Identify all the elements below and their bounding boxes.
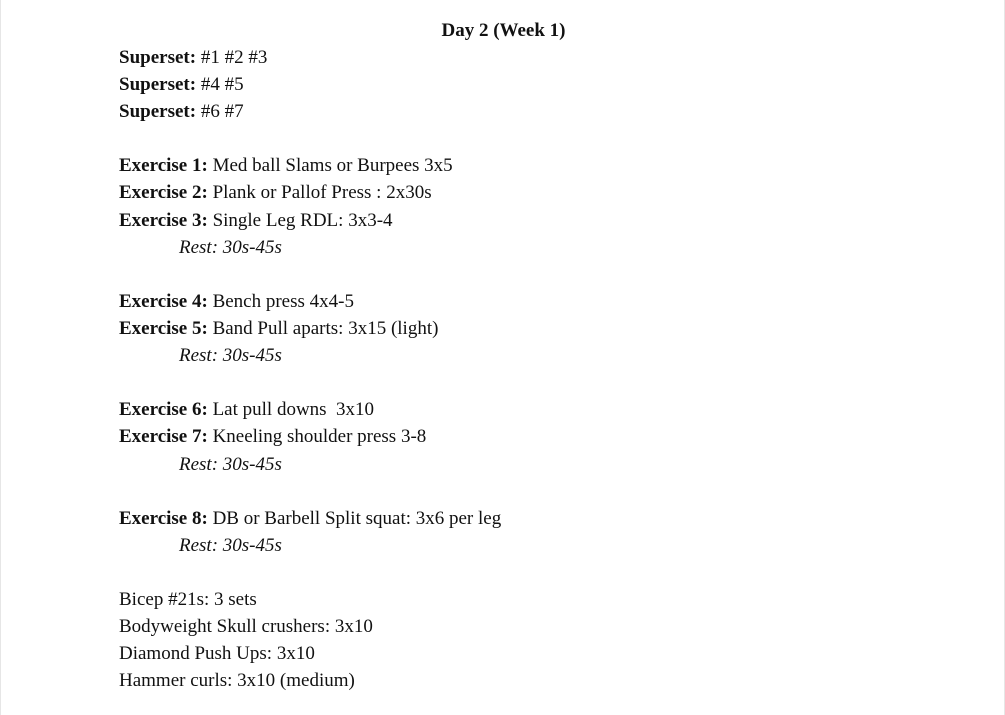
- exercise-line-1: [119, 152, 453, 179]
- superset-line-2: [119, 71, 244, 98]
- exercise-line-2: [119, 179, 432, 206]
- exercise-value: Kneeling shoulder press 3-8: [207, 426, 427, 447]
- accessory-line-1: Bicep #21s: 3 sets: [119, 589, 257, 610]
- exercise-label: Exercise 1:: [119, 155, 208, 176]
- accessory-line-4: Hammer curls: 3x10 (medium): [119, 670, 355, 691]
- exercise-line-3: [119, 207, 393, 234]
- superset-line-1: [119, 44, 267, 71]
- exercise-value: Med ball Slams or Burpees 3x5: [207, 155, 453, 176]
- exercise-value: Lat pull downs 3x10: [207, 399, 375, 420]
- superset-value: #6 #7: [196, 101, 244, 122]
- rest-note-2: Rest: 30s-45s: [179, 345, 282, 366]
- superset-value: #4 #5: [196, 74, 244, 95]
- page-title: Day 2 (Week 1): [441, 20, 566, 41]
- accessory-line-3: Diamond Push Ups: 3x10: [119, 643, 315, 664]
- superset-label: Superset:: [119, 47, 197, 68]
- exercise-value: DB or Barbell Split squat: 3x6 per leg: [207, 508, 502, 529]
- superset-line-3: [119, 98, 244, 125]
- exercise-label: Exercise 7:: [119, 426, 208, 447]
- superset-value: #1 #2 #3: [196, 47, 268, 68]
- exercise-label: Exercise 2:: [119, 182, 208, 203]
- exercise-value: Plank or Pallof Press : 2x30s: [207, 182, 432, 203]
- exercise-label: Exercise 3:: [119, 210, 208, 231]
- rest-note-3: Rest: 30s-45s: [179, 454, 282, 475]
- exercise-value: Single Leg RDL: 3x3-4: [207, 210, 393, 231]
- exercise-line-8: [119, 505, 501, 532]
- exercise-line-6: [119, 396, 374, 423]
- exercise-line-5: [119, 315, 438, 342]
- superset-label: Superset:: [119, 74, 197, 95]
- exercise-label: Exercise 8:: [119, 508, 208, 529]
- exercise-value: Bench press 4x4-5: [207, 291, 354, 312]
- exercise-line-4: [119, 288, 354, 315]
- rest-note-4: Rest: 30s-45s: [179, 535, 282, 556]
- accessory-line-2: Bodyweight Skull crushers: 3x10: [119, 616, 373, 637]
- exercise-label: Exercise 5:: [119, 318, 208, 339]
- exercise-label: Exercise 6:: [119, 399, 208, 420]
- rest-note-1: Rest: 30s-45s: [179, 237, 282, 258]
- exercise-line-7: [119, 423, 426, 450]
- exercise-label: Exercise 4:: [119, 291, 208, 312]
- superset-label: Superset:: [119, 101, 197, 122]
- exercise-value: Band Pull aparts: 3x15 (light): [207, 318, 439, 339]
